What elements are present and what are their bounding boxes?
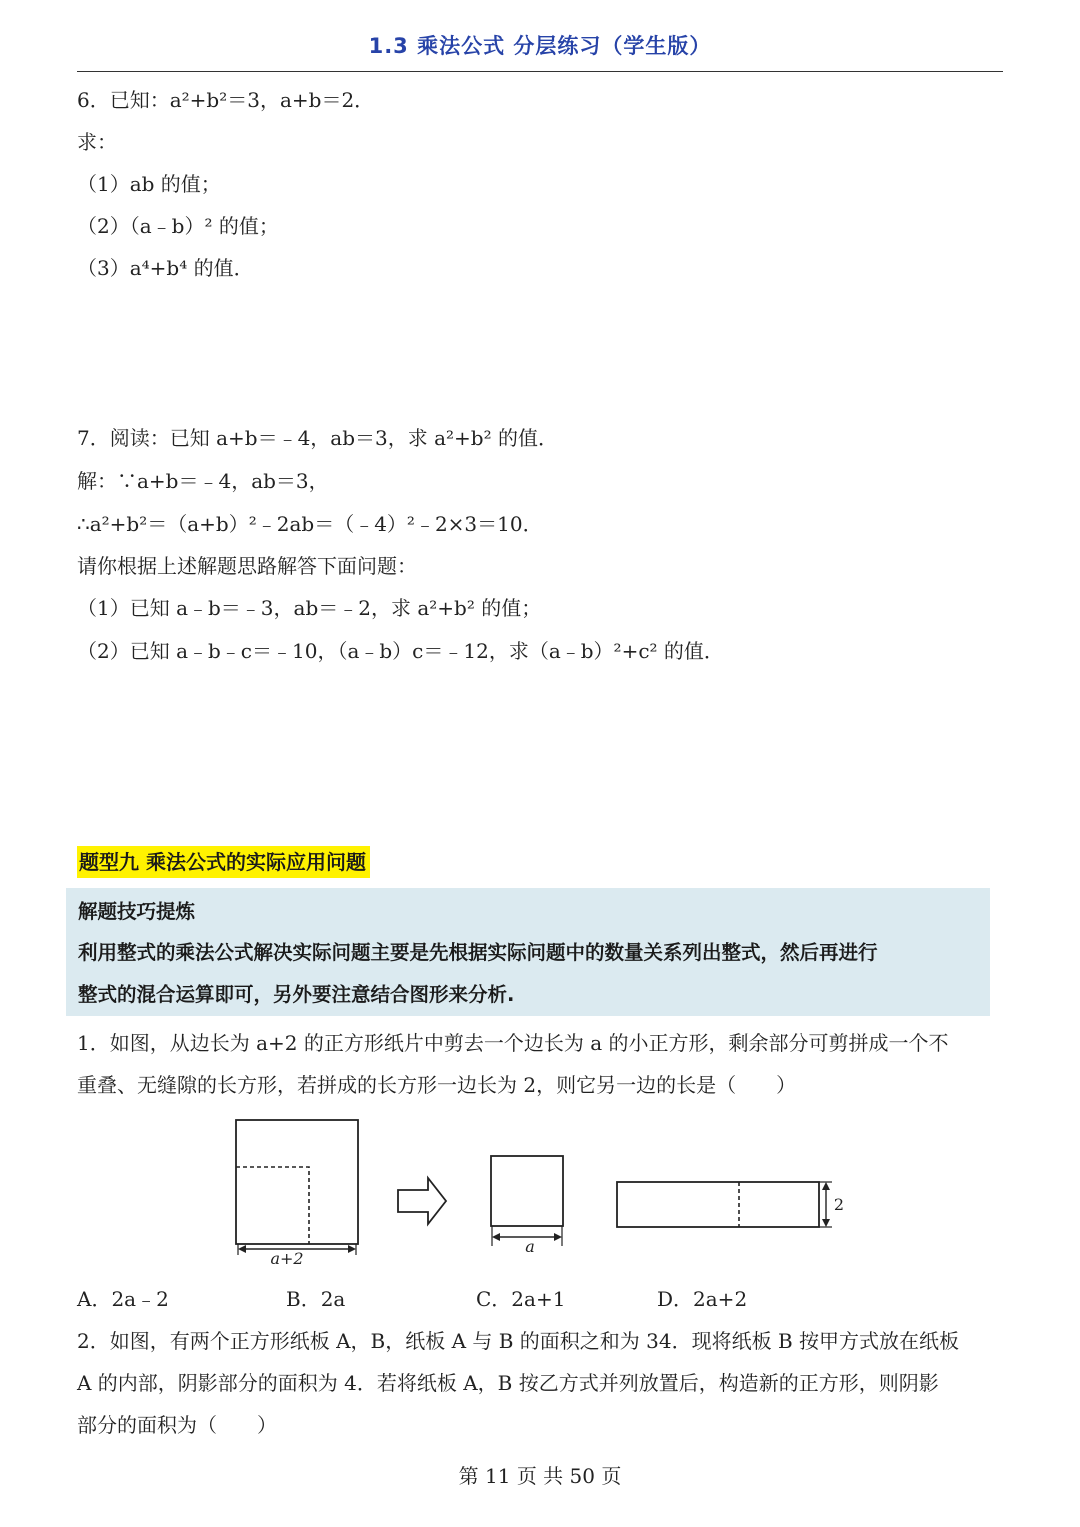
big-square	[236, 1120, 358, 1244]
problem7-line1: 7．阅读：已知 a+b＝﹣4，ab＝3，求 a²+b² 的值．	[77, 426, 558, 450]
small-square	[491, 1156, 563, 1226]
option-b: B．2a	[286, 1287, 346, 1311]
header-divider	[77, 71, 1003, 72]
problem7-line4: 请你根据上述解题思路解答下面问题：	[77, 554, 417, 578]
page-number: 第 11 页 共 50 页	[458, 1464, 622, 1488]
cut-dashed-line	[236, 1167, 309, 1244]
problem7-line6: （2）已知 a﹣b﹣c＝﹣10，（a﹣b）c＝﹣12，求（a﹣b）²+c² 的值．	[77, 639, 724, 663]
problem7-line3: ∴a²+b²＝（a+b）²﹣2ab＝（﹣4）²﹣2×3＝10．	[77, 512, 543, 536]
tips-title: 解题技巧提炼	[78, 900, 196, 923]
label-small-side: a	[525, 1237, 535, 1256]
q1-line2: 重叠、无缝隙的长方形，若拼成的长方形一边长为 2，则它另一边的长是（ ）	[77, 1073, 797, 1097]
q2-line3: 部分的面积为（ ）	[77, 1413, 277, 1437]
problem7-line5: （1）已知 a﹣b＝﹣3，ab＝﹣2，求 a²+b² 的值；	[77, 596, 542, 620]
tips-line1: 利用整式的乘法公式解决实际问题主要是先根据实际问题中的数量关系列出整式，然后再进行	[78, 941, 878, 964]
option-c: C．2a+1	[476, 1287, 566, 1311]
result-rectangle	[617, 1182, 819, 1227]
label-height: 2	[833, 1195, 845, 1214]
tips-box	[66, 888, 990, 1016]
option-d: D．2a+2	[657, 1287, 748, 1311]
problem6-line5: （3）a⁴+b⁴ 的值．	[77, 256, 254, 280]
tips-line2: 整式的混合运算即可，另外要注意结合图形来分析.	[78, 983, 515, 1006]
q1-line1: 1．如图，从边长为 a+2 的正方形纸片中剪去一个边长为 a 的小正方形，剩余部分可剪拼成一个不	[77, 1031, 949, 1055]
q1-figure	[0, 1105, 1080, 1280]
problem6-line1: 6．已知：a²+b²＝3，a+b＝2．	[77, 88, 375, 112]
problem6-line3: （1）ab 的值；	[77, 172, 221, 196]
problem6-line2: 求：	[77, 130, 117, 154]
q2-line1: 2．如图，有两个正方形纸板 A，B，纸板 A 与 B 的面积之和为 34．现将纸板 B 按甲方式放在纸板	[77, 1329, 960, 1353]
label-big-side: a+2	[270, 1249, 304, 1268]
option-a: A．2a﹣2	[77, 1287, 169, 1311]
page-header-title: 1.3 乘法公式 分层练习（学生版）	[368, 34, 712, 58]
q2-line2: A 的内部，阴影部分的面积为 4．若将纸板 A，B 按乙方式并列放置后，构造新的正方形，则阴影	[77, 1371, 939, 1395]
arrow-icon	[398, 1178, 446, 1224]
section-heading: 题型九 乘法公式的实际应用问题	[77, 846, 370, 878]
problem7-line2: 解：∵a+b＝﹣4，ab＝3，	[77, 469, 329, 493]
problem6-line4: （2）（a﹣b）² 的值；	[77, 214, 279, 238]
